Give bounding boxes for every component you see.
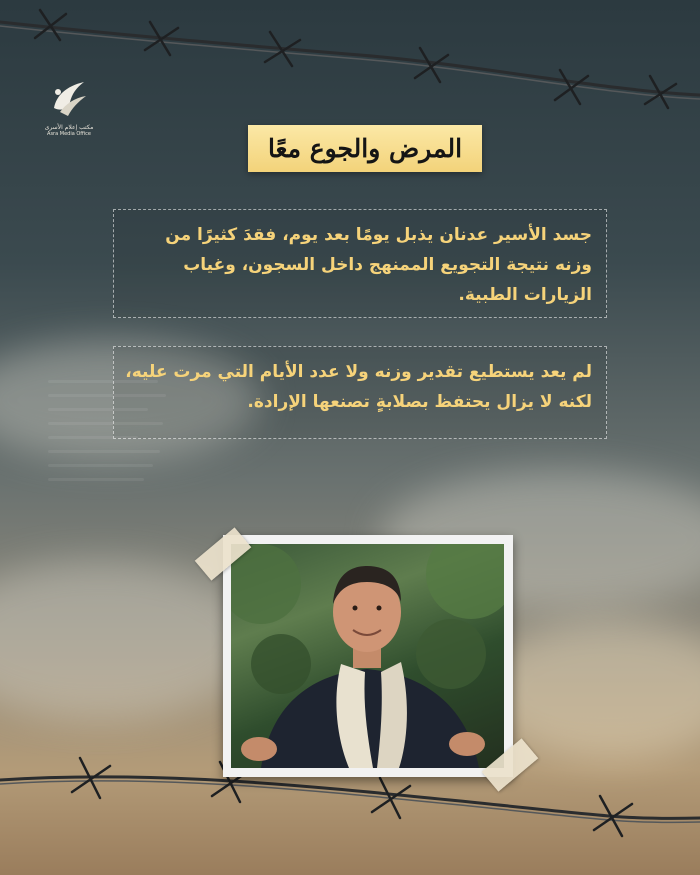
cloud (0, 560, 260, 720)
photo-frame (223, 535, 513, 777)
dove-feather-icon (46, 78, 92, 120)
paragraph-box-1 (113, 209, 607, 318)
logo-text-english: Asra Media Office (47, 131, 91, 137)
cloud (480, 620, 700, 760)
paragraph-box-2 (113, 346, 607, 439)
logo-text-arabic: مكتب إعلام الأسرى (44, 124, 94, 131)
portrait-photo (231, 544, 504, 768)
page-title: المرض والجوع معًا (267, 134, 463, 163)
title-banner (248, 125, 482, 172)
barbed-wire-top (0, 0, 700, 120)
portrait-illustration (231, 544, 504, 768)
paragraph-text-1: جسد الأسير عدنان يذبل يومًا بعد يوم، فقدَ كثيرًا من وزنه نتيجة التجويع الممنهج داخل السجون، وغياب الزيارات الطبية. (165, 225, 592, 305)
paragraph-text-2: لم يعد يستطيع تقدير وزنه ولا عدد الأيام التي مرت عليه، لكنه لا يزال يحتفظ بصلابةٍ تصنعها الإرادة. (125, 362, 592, 412)
brand-logo (40, 78, 98, 137)
faded-background-text (48, 380, 168, 492)
